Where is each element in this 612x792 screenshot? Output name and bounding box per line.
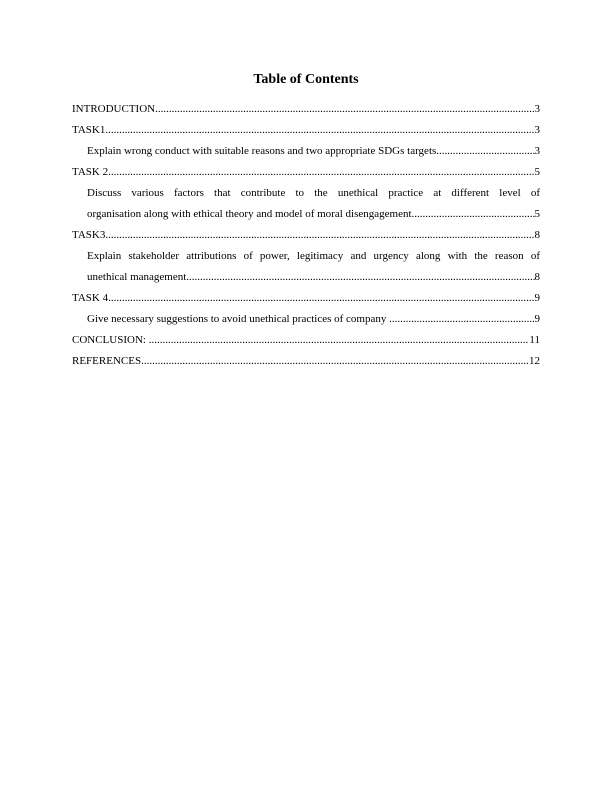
toc-entry-label-line2: organisation along with ethical theory and model of moral disengagement bbox=[87, 208, 412, 220]
toc-entry-task1[interactable] bbox=[72, 120, 540, 141]
toc-entry-conclusion[interactable] bbox=[72, 330, 540, 351]
toc-entry-label: REFERENCES bbox=[72, 355, 142, 367]
toc-leader-dots bbox=[436, 141, 534, 162]
toc-leader-dots bbox=[155, 99, 534, 120]
toc-entry-discuss-factors[interactable] bbox=[72, 183, 540, 225]
toc-page-number: 8 bbox=[534, 229, 540, 241]
toc-leader-dots bbox=[105, 120, 534, 141]
toc-entry-stakeholder-attributions[interactable] bbox=[72, 246, 540, 288]
toc-leader-dots bbox=[389, 309, 534, 330]
toc-page-number: 5 bbox=[534, 166, 540, 178]
toc-entry-introduction[interactable] bbox=[72, 99, 540, 120]
toc-leader-dots bbox=[412, 204, 535, 225]
toc-entry-label: Give necessary suggestions to avoid unethical practices of company bbox=[87, 313, 390, 325]
toc-entry-label-line1: Explain stakeholder attributions of power, legitimacy and urgency along with the reason of bbox=[87, 250, 540, 262]
toc-page-number: 11 bbox=[529, 334, 540, 346]
toc-page-number: 5 bbox=[534, 208, 540, 220]
toc-entry-label: TASK3 bbox=[72, 229, 106, 241]
toc-entry-label: INTRODUCTION bbox=[72, 103, 156, 115]
toc-entry-label-line1: Discuss various factors that contribute to the unethical practice at different level of bbox=[87, 187, 540, 199]
toc-leader-dots bbox=[108, 162, 534, 183]
toc-entry-label: TASK 4 bbox=[72, 292, 109, 304]
table-of-contents bbox=[72, 99, 540, 372]
toc-leader-dots bbox=[108, 288, 534, 309]
toc-entry-task3[interactable] bbox=[72, 225, 540, 246]
toc-page-number: 3 bbox=[534, 145, 540, 157]
toc-entry-label: TASK1 bbox=[72, 124, 106, 136]
toc-entry-task4[interactable] bbox=[72, 288, 540, 309]
toc-entry-explain-wrong-conduct[interactable] bbox=[72, 141, 540, 162]
toc-entry-label: CONCLUSION: bbox=[72, 334, 149, 346]
toc-page-number: 9 bbox=[534, 313, 540, 325]
toc-entry-label: Explain wrong conduct with suitable reasons and two appropriate SDGs targets bbox=[87, 145, 437, 157]
toc-entry-label: TASK 2 bbox=[72, 166, 109, 178]
toc-page-number: 3 bbox=[534, 124, 540, 136]
toc-leader-dots bbox=[105, 225, 534, 246]
toc-entry-task2[interactable] bbox=[72, 162, 540, 183]
toc-page-number: 9 bbox=[534, 292, 540, 304]
toc-leader-dots bbox=[141, 351, 529, 372]
toc-leader-dots bbox=[149, 330, 530, 351]
toc-leader-dots bbox=[186, 267, 534, 288]
toc-entry-label-line2: unethical management bbox=[87, 271, 187, 283]
toc-entry-suggestions[interactable] bbox=[72, 309, 540, 330]
toc-title: Table of Contents bbox=[253, 72, 359, 87]
toc-page-number: 3 bbox=[534, 103, 540, 115]
toc-page-number: 8 bbox=[534, 271, 540, 283]
toc-page-number: 12 bbox=[529, 355, 540, 367]
toc-entry-references[interactable] bbox=[72, 351, 540, 372]
